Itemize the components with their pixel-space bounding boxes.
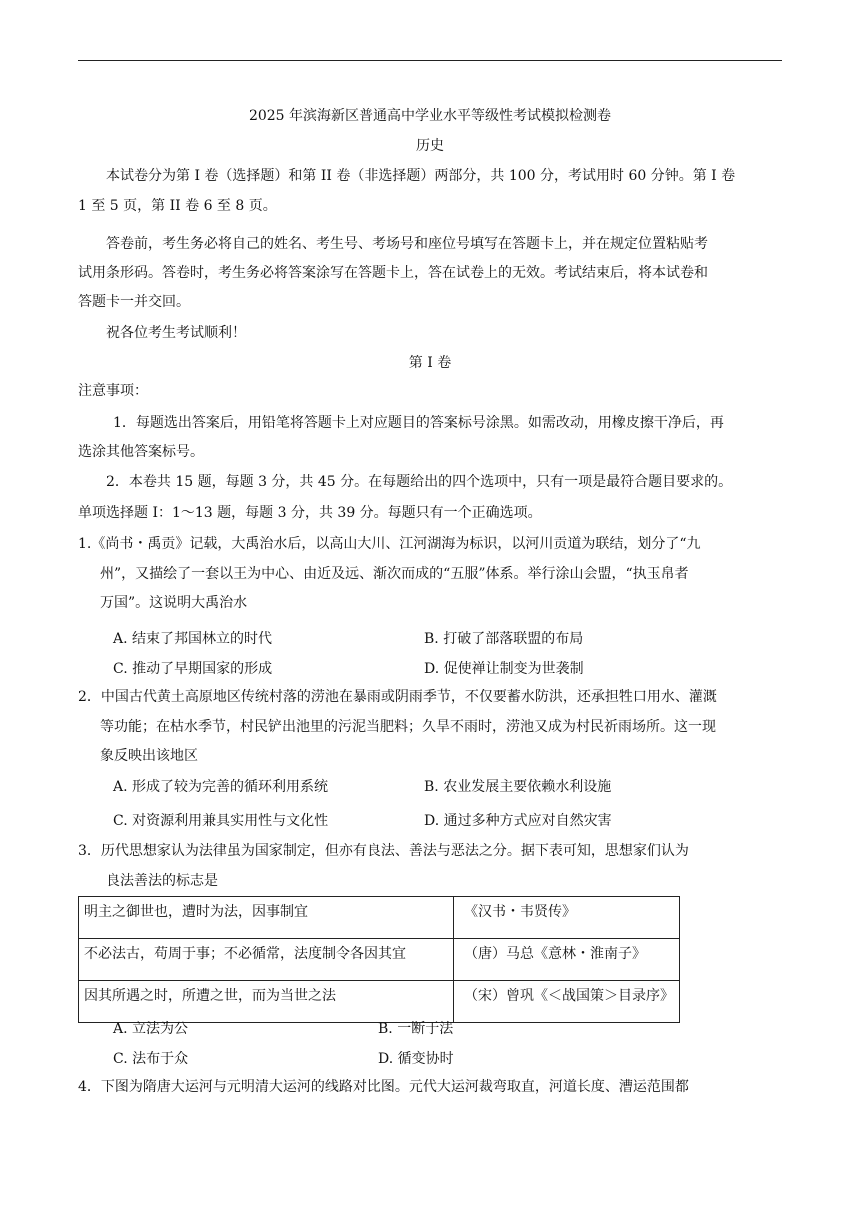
question-line: 象反映出该地区: [100, 748, 198, 764]
option-d: D. 通过多种方式应对自然灾害: [424, 813, 612, 829]
option-b: B. 一断于法: [378, 1021, 454, 1037]
option-c: C. 对资源利用兼具实用性与文化性: [113, 813, 329, 829]
table-row: [79, 897, 680, 939]
quote-cell: 不必法古，苟周于事；不必循常，法度制令各因其宜: [79, 939, 454, 981]
option-b: B. 打破了部落联盟的布局: [424, 631, 584, 647]
instruction-line: 试用条形码。答卷时，考生务必将答案涂写在答题卡上，答在试卷上的无效。考试结束后，将本试卷和: [78, 265, 708, 281]
question-line: 州”，又描绘了一套以王为中心、由近及远、渐次而成的“五服”体系。举行涂山会盟，“执玉帛者: [100, 566, 689, 582]
notice-line: 1．每题选出答案后，用铅笔将答题卡上对应题目的答案标号涂黑。如需改动，用橡皮擦干净后，再: [113, 415, 724, 431]
quote-cell: 因其所遇之时，所遭之世，而为当世之法: [79, 981, 454, 1023]
quote-cell: 明主之御世也，遭时为法，因事制宜: [79, 897, 454, 939]
notice-line: 2．本卷共 15 题，每题 3 分，共 45 分。在每题给出的四个选项中，只有一项是最符合题目要求的。: [106, 474, 733, 490]
header-rule: [78, 60, 782, 61]
option-a: A. 形成了较为完善的循环利用系统: [113, 779, 329, 795]
table-row: [79, 939, 680, 981]
subject-title: 历史: [416, 138, 444, 154]
question-line: 良法善法的标志是: [106, 873, 218, 889]
section-title: 第 I 卷: [408, 355, 452, 371]
notice-line: 选涂其他答案标号。: [78, 444, 204, 460]
option-c: C. 法布于众: [113, 1051, 189, 1067]
source-cell: （宋）曾巩《＜战国策＞目录序》: [454, 981, 680, 1023]
instruction-line: 答题卡一并交回。: [78, 294, 190, 310]
source-table: [78, 896, 680, 1023]
notice-heading: 注意事项：: [78, 383, 148, 399]
exam-title: 2025 年滨海新区普通高中学业水平等级性考试模拟检测卷: [248, 108, 612, 124]
question-line: 4．下图为隋唐大运河与元明清大运河的线路对比图。元代大运河裁弯取直，河道长度、漕运范围都: [78, 1079, 689, 1095]
single-choice-heading: 单项选择题 I：1～13 题，每题 3 分，共 39 分。每题只有一个正确选项。: [78, 505, 542, 521]
option-d: D. 促使禅让制变为世袭制: [424, 661, 584, 677]
option-c: C. 推动了早期国家的形成: [113, 661, 273, 677]
option-a: A. 立法为公: [113, 1021, 189, 1037]
question-line: 3．历代思想家认为法律虽为国家制定，但亦有良法、善法与恶法之分。据下表可知，思想家们认为: [78, 843, 689, 859]
option-d: D. 循变协时: [378, 1051, 454, 1067]
table-row: [79, 981, 680, 1023]
question-line: 万国”。这说明大禹治水: [100, 595, 248, 611]
instruction-line: 答卷前，考生务必将自己的姓名、考生号、考场号和座位号填写在答题卡上，并在规定位置粘贴考: [106, 236, 708, 252]
option-a: A. 结束了邦国林立的时代: [113, 631, 273, 647]
intro-line: 本试卷分为第 I 卷（选择题）和第 II 卷（非选择题）两部分，共 100 分，考试用时 60 分钟。第 I 卷: [106, 168, 736, 184]
source-cell: 《汉书・韦贤传》: [454, 897, 680, 939]
question-line: 1.《尚书・禹贡》记载，大禹治水后，以高山大川、江河湖海为标识，以河川贡道为联结，划分了“九: [78, 536, 701, 552]
question-line: 等功能；在枯水季节，村民铲出池里的污泥当肥料；久旱不雨时，涝池又成为村民祈雨场所。这一现: [100, 719, 716, 735]
source-cell: （唐）马总《意林・淮南子》: [454, 939, 680, 981]
wish-line: 祝各位考生考试顺利！: [106, 325, 246, 341]
question-line: 2．中国古代黄土高原地区传统村落的涝池在暴雨或阴雨季节，不仅要蓄水防洪，还承担牲口用水、灌溉: [78, 689, 717, 705]
intro-line: 1 至 5 页，第 II 卷 6 至 8 页。: [78, 198, 277, 214]
option-b: B. 农业发展主要依赖水利设施: [424, 779, 612, 795]
